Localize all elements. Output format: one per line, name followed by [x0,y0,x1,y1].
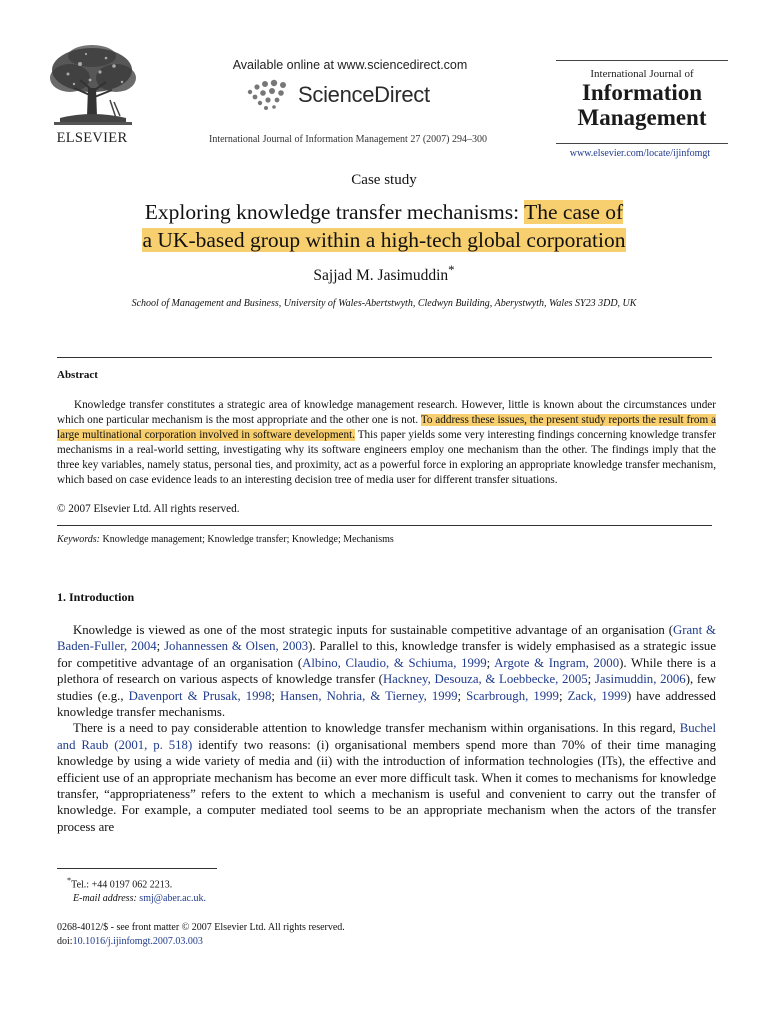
abstract-text-2: This paper yields some very interesting findings concerning knowledge transfer mechanisms in a real-world setting, investigating why its software engineers employ one mechanism than the other. The findings imply that the three key variables, namely status, personal ties, and proximity, act as a powerful force in exploring an appropriate knowledge transfer mechanism, which based on case evidence leads to an interesting decision tree of media user for different transfer situations. [57,429,716,486]
p1-s5: ) have addressed knowledge transfer mechanisms. [57,688,716,720]
abstract-copyright: © 2007 Elsevier Ltd. All rights reserved. [57,503,240,515]
sciencedirect-wordmark: ScienceDirect [298,82,430,107]
tree-icon [40,44,144,128]
title-plain: Exploring knowledge transfer mechanisms: [144,200,525,224]
title-highlight-1: The case of [524,200,624,224]
ref-buchel[interactable]: Buchel and Raub (2001, p. 518) [57,721,716,752]
paragraph-1 [57,622,716,720]
author-affiliation: School of Management and Business, University of Wales-Abertstwyth, Cledwyn Building, Aberystwyth, Wales SY23 3DD, UK [131,298,637,309]
p1-s1: Knowledge is viewed as one of the most strategic inputs for sustainable competitive advantage of an organisation ( [73,623,673,637]
abstract-text-1: Knowledge transfer constitutes a strategic area of knowledge management research. However, little is known about the circumstances under which one particular mechanism is the most appropriate and the other one is not. [57,399,716,426]
footnote-rule [57,868,217,869]
abstract-heading: Abstract [57,369,98,381]
footnote-mark: * [67,876,72,885]
journal-title-line1: Information [581,80,703,105]
author-text: Sajjad M. Jasimuddin [313,267,449,285]
journal-title-line2: Management [577,105,707,130]
available-online-text[interactable]: Available online at www.sciencedirect.com [232,58,468,72]
paragraph-2 [57,720,716,835]
author-footnote-mark[interactable]: * [448,262,455,277]
doi-link[interactable]: 10.1016/j.ijinfomgt.2007.03.003 [72,936,203,947]
abstract-highlight: To address these issues, the present study reports the result from a large multinational corporation involved in software development. [57,414,716,441]
p1-s3: ). While there is a plethora of research on various aspects of knowledge transfer ( [57,655,716,687]
introduction-body [57,622,716,835]
p1-sep1: ; [156,639,165,654]
front-matter-line: 0268-4012/$ - see front matter © 2007 Elsevier Ltd. All rights reserved. [57,922,345,933]
ref-davenport[interactable]: Davenport & Prusak, 1998 [128,688,272,703]
author-email-link[interactable]: smj@aber.ac.uk. [139,893,206,905]
p1-sep4: ; [271,688,280,703]
section-heading-introduction: 1. Introduction [57,590,135,604]
journal-title-box [556,60,728,144]
footnote [57,874,206,906]
p1-s2: ). Parallel to this, knowledge transfer is widely emphasised as a strategic issue for competitive advantage of an organisation ( [57,639,716,670]
p1-sep2: ; [486,655,495,670]
ref-hansen[interactable]: Hansen, Nohria, & Tierney, 1999 [279,688,458,703]
keywords-list: Knowledge management; Knowledge transfer; Knowledge; Mechanisms [99,534,394,545]
ref-albino[interactable]: Albino, Claudio, & Schiuma, 1999 [302,655,487,670]
ref-zack[interactable]: Zack, 1999 [567,688,627,703]
ref-scarbrough[interactable]: Scarbrough, 1999 [466,688,559,703]
article-title [60,198,708,254]
footnote-email-label: E-mail address: [73,893,137,905]
p2-s2: identify two reasons: (i) organisational members spend more than 70% of their time managing knowledge by using a wide variety of media and (ii) with the introduction of information technologies (ITs), the effective and efficient use of an appropriate mechanism has become an ever more difficult task. When it comes to mechanisms for knowledge transfer, “appropriateness” refers to the extent to which a mechanism is useful and convenient to carry out the transfer of knowledge. For example, a computer mediated tool seems to be an appropriate mechanism when the actors of the transfer process are [57,737,716,834]
sciencedirect-dots-icon [246,78,292,114]
p1-sep3: ; [587,672,595,687]
doi-line [57,935,345,949]
abstract-top-rule [57,357,712,358]
footnote-tel: Tel.: +44 0197 062 2213. [71,879,173,891]
elsevier-tree-logo [40,44,144,152]
ref-hackney[interactable]: Hackney, Desouza, & Loebbecke, 2005 [382,672,588,687]
sciencedirect-logo[interactable] [246,76,456,116]
author-name [0,262,768,285]
ref-johannessen[interactable]: Johannessen & Olsen, 2003 [164,639,309,654]
p1-sep5: ; [457,688,467,703]
p2-s1: There is a need to pay considerable attention to knowledge transfer mechanism within organisations. In this regard, [73,721,680,736]
journal-citation: International Journal of Information Management 27 (2007) 294–300 [209,134,487,145]
abstract-bottom-rule [57,525,712,526]
journal-url-link[interactable]: www.elsevier.com/locate/ijinfomgt [569,148,711,159]
ref-argote[interactable]: Argote & Ingram, 2000 [494,655,620,670]
abstract-body [57,398,716,488]
article-type: Case study [351,172,417,188]
doi-label: doi: [57,936,73,947]
keywords-line [57,534,394,545]
ref-grant[interactable]: Grant & Baden-Fuller, 2004 [57,623,716,654]
page-footer [57,921,345,949]
publisher-wordmark: ELSEVIER [56,130,128,146]
footnote-tel-line [57,874,206,892]
ref-jasimuddin[interactable]: Jasimuddin, 2006 [594,672,686,687]
p1-sep6: ; [558,688,568,703]
footnote-email-line [57,892,206,906]
p1-s4: ), few studies (e.g., [57,672,717,703]
journal-prefix: International Journal of [590,68,694,80]
title-highlight-2: a UK-based group within a high-tech global corporation [142,228,626,252]
keywords-label: Keywords: [57,534,100,545]
